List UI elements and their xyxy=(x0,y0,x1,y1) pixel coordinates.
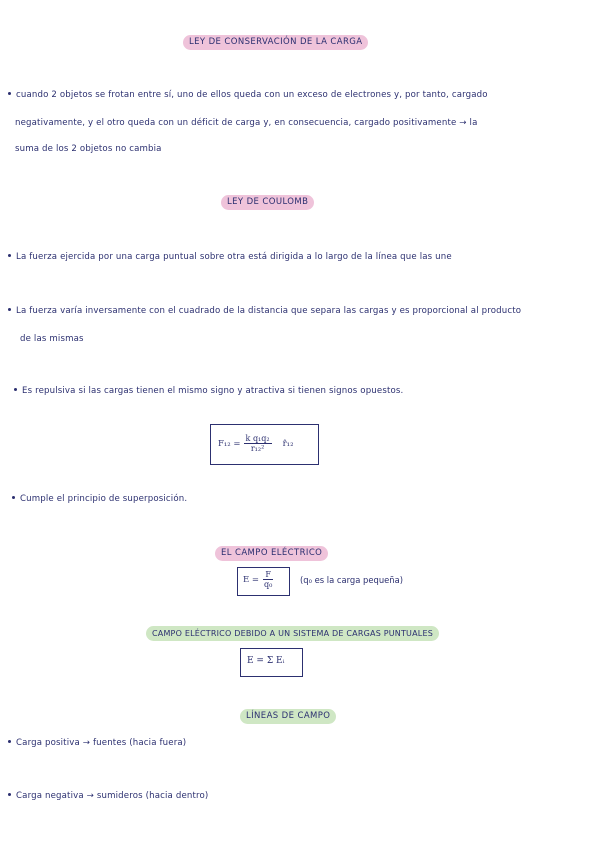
coulomb-bullet-2 xyxy=(8,305,521,317)
campo-note: (q₀ es la carga pequeña) xyxy=(300,575,403,585)
conservation-line-1 xyxy=(8,89,488,101)
bullet-dot xyxy=(8,308,11,311)
coulomb-text-3: Es repulsiva si las cargas tienen el mismo signo y atractiva si tienen signos opuestos. xyxy=(22,386,404,396)
coulomb-bullet-2-cont xyxy=(20,333,84,345)
coulomb-text-2: La fuerza varía inversamente con el cuadrado de la distancia que separa las cargas y es proporcional al producto xyxy=(16,306,522,316)
campo-formula-box xyxy=(237,567,290,596)
coulomb-formula-lhs: F₁₂ = xyxy=(218,438,241,449)
conservation-text-1: cuando 2 objetos se frotan entre sí, uno de ellos queda con un exceso de electrones y, por tanto, cargado xyxy=(16,90,488,100)
heading-ley-coulomb: LEY DE COULOMB xyxy=(221,195,314,210)
field-lines-text-1: Carga positiva → fuentes (hacia fuera) xyxy=(16,738,187,748)
coulomb-text-2-cont: de las mismas xyxy=(20,334,84,344)
conservation-line-3 xyxy=(15,143,162,155)
campo-formula-lhs: E = xyxy=(243,574,260,585)
heading-lineas-campo: LÍNEAS DE CAMPO xyxy=(240,709,336,724)
field-lines-bullet-2 xyxy=(8,790,208,802)
conservation-text-3: suma de los 2 objetos no cambia xyxy=(15,144,162,154)
field-lines-bullet-1 xyxy=(8,737,186,749)
coulomb-bullet-3 xyxy=(14,385,403,397)
coulomb-formula-fraction xyxy=(244,434,272,453)
bullet-dot xyxy=(14,388,17,391)
conservation-text-2: negativamente, y el otro queda con un déficit de carga y, en consecuencia, cargado positivamente → la xyxy=(15,118,478,128)
superposition-formula-box xyxy=(240,648,303,677)
heading-conservacion-carga: LEY DE CONSERVACIÓN DE LA CARGA xyxy=(183,35,368,50)
coulomb-formula-box xyxy=(210,424,319,465)
coulomb-bullet-1 xyxy=(8,251,452,263)
conservation-line-2 xyxy=(15,117,477,129)
heading-campo-sistema-cargas: CAMPO ELÉCTRICO DEBIDO A UN SISTEMA DE CARGAS PUNTUALES xyxy=(146,626,439,641)
bullet-dot xyxy=(8,793,11,796)
coulomb-text-1: La fuerza ejercida por una carga puntual sobre otra está dirigida a lo largo de la línea que las une xyxy=(16,252,452,262)
bullet-dot xyxy=(12,496,15,499)
field-lines-text-2: Carga negativa → sumideros (hacia dentro) xyxy=(16,791,209,801)
superposition-text: Cumple el principio de superposición. xyxy=(20,494,188,504)
campo-denominator: q₀ xyxy=(264,580,273,589)
coulomb-unit-vector: r̂₁₂ xyxy=(282,438,294,449)
bullet-dot xyxy=(8,740,11,743)
bullet-dot xyxy=(8,254,11,257)
superposition-formula: E = Σ Eᵢ xyxy=(247,656,285,666)
coulomb-numerator: k q₁q₂ xyxy=(245,434,270,443)
heading-campo-electrico: EL CAMPO ELÉCTRICO xyxy=(215,546,328,561)
coulomb-denominator: r₁₂² xyxy=(250,444,265,453)
campo-formula-fraction xyxy=(262,570,274,589)
superposition-bullet xyxy=(12,493,187,505)
bullet-dot xyxy=(8,92,11,95)
campo-numerator: F xyxy=(265,570,271,579)
